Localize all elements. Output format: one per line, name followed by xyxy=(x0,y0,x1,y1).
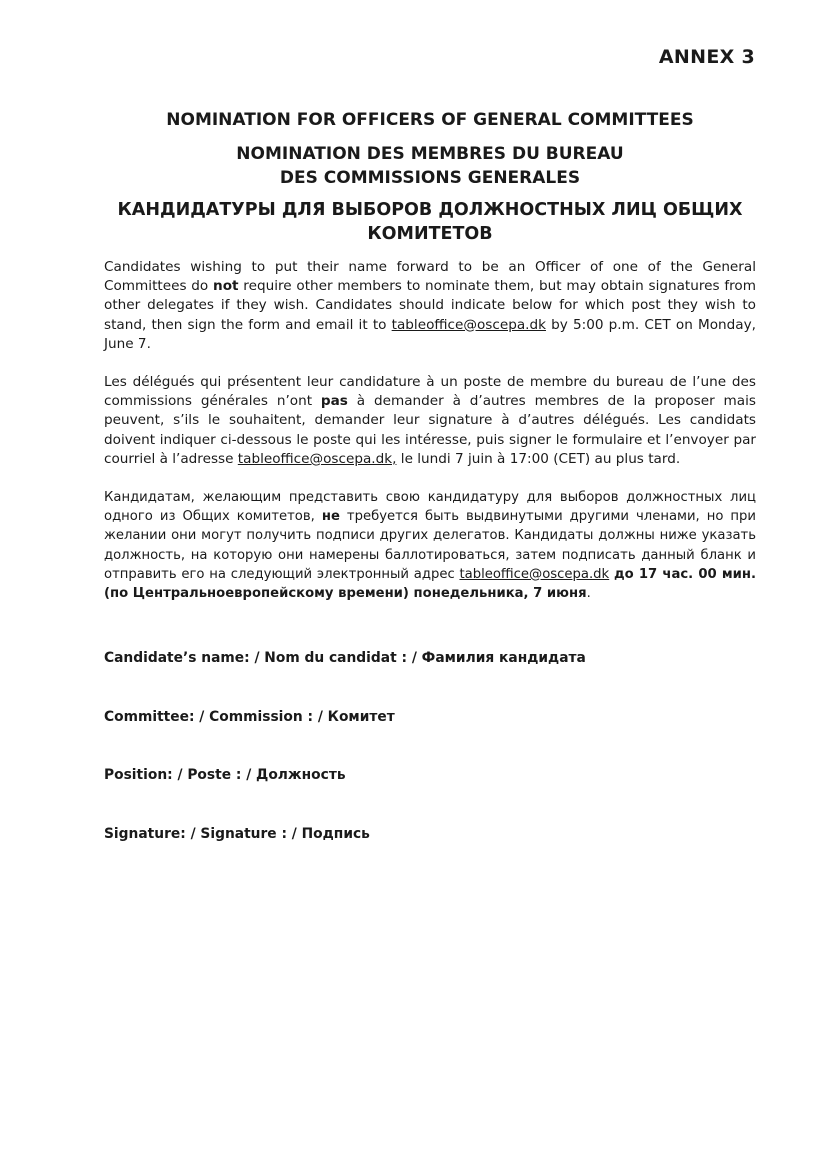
text: требуется быть выдвинутыми другими членами, но при желании они могут получить подписи других делегатов. Кандидаты должны ниже указать должность, на которую они намерены баллотироваться, затем подписать данный бланк и отправить его на следующий электронный адрес xyxy=(104,509,756,582)
paragraph-french xyxy=(104,373,756,469)
deadline-emphasis: до 17 час. 00 мин. (по Центральноевропейскому времени) понедельника, 7 июня xyxy=(104,566,756,602)
form-fields xyxy=(104,648,756,882)
paragraph-english xyxy=(104,258,756,354)
position-field[interactable]: Position: / Poste : / Должность xyxy=(104,767,346,783)
email-link[interactable]: tableoffice@oscepa.dk xyxy=(391,316,546,333)
title-english: NOMINATION FOR OFFICERS OF GENERAL COMMITTEES xyxy=(166,110,694,130)
title-russian-line-2: КОМИТЕТОВ xyxy=(367,224,493,244)
committee-field[interactable]: Committee: / Commission : / Комитет xyxy=(104,708,395,725)
signature-field[interactable]: Signature: / Signature : / Подпись xyxy=(104,825,370,842)
instructions xyxy=(104,258,756,622)
title-french-line-1: NOMINATION DES MEMBRES DU BUREAU xyxy=(236,144,624,164)
candidate-name-field[interactable]: Candidate’s name: / Nom du candidat : / Фамилия кандидата xyxy=(104,650,586,666)
title-french xyxy=(104,142,756,190)
email-link[interactable]: tableoffice@oscepa.dk xyxy=(459,566,610,582)
title-russian-line-1: КАНДИДАТУРЫ ДЛЯ ВЫБОРОВ ДОЛЖНОСТНЫХ ЛИЦ ОБЩИХ xyxy=(117,200,743,220)
emphasis: не xyxy=(321,509,340,525)
emphasis: pas xyxy=(320,393,348,410)
text: by 5:00 p.m. CET on Monday, June 7. xyxy=(104,316,756,352)
emphasis: not xyxy=(213,278,239,295)
text: . xyxy=(586,586,591,602)
annex-label: ANNEX 3 xyxy=(658,46,755,68)
paragraph-russian xyxy=(104,488,756,603)
text: Les délégués qui présentent leur candidature à un poste de membre du bureau de l’une des commissions générales n’ont xyxy=(104,374,756,410)
text: Candidates wishing to put their name forward to be an Officer of one of the General Committees do xyxy=(104,259,756,295)
text: require other members to nominate them, but may obtain signatures from other delegates if they wish. Candidates should indicate below for which post they wish to stand, then sign the form and email it to xyxy=(104,278,756,333)
title-russian xyxy=(104,198,756,246)
text: Кандидатам, желающим представить свою кандидатуру для выборов должностных лиц одного из Общих комитетов, xyxy=(104,490,756,525)
email-link[interactable]: tableoffice@oscepa.dk, xyxy=(237,450,397,467)
text: à demander à d’autres membres de la proposer mais peuvent, s’ils le souhaitent, demander leur signature à d’autres délégués. Les candidats doivent indiquer ci-dessous le poste qui les intéresse, puis signer le formulaire et l’envoyer par courriel à l’adresse xyxy=(104,393,756,467)
text: le lundi 7 juin à 17:00 (CET) au plus tard. xyxy=(396,450,681,467)
title-french-line-2: DES COMMISSIONS GENERALES xyxy=(279,168,581,188)
title-block xyxy=(104,108,756,246)
